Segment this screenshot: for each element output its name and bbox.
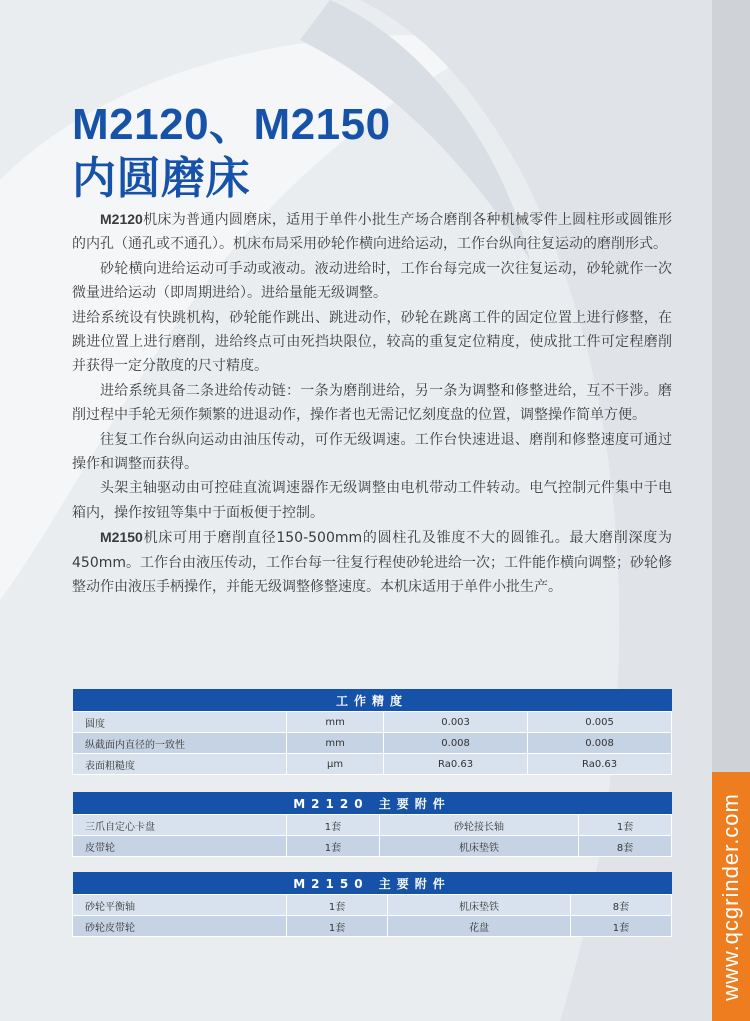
table-row: 皮带轮 1套 机床垫铁 8套: [73, 836, 672, 857]
paragraph-3: 进给系统设有快跳机构，砂轮能作跳出、跳进动作，砂轮在跳离工件的固定位置上进行修整，在跳进位置上进行磨削，进给终点可由死挡块限位，较高的重复定位精度，使成批工件可定程磨削并获得一定分散度的尺寸精度。: [72, 309, 672, 375]
brand-bar: [712, 772, 750, 1021]
m2120-accessories-header: M2120 主要附件: [73, 792, 672, 815]
model-ref: M2120: [100, 211, 143, 227]
m2120-accessories-table: [72, 792, 672, 857]
m2150-accessories-table: [72, 872, 672, 937]
paragraph-7: M2150机床可用于磨削直径150-500mm的圆柱孔及锥度不大的圆锥孔。最大磨削深度为450mm。工作台由液压传动，工作台每一往复行程使砂轮进给一次；工件能作横向调整；砂轮修整动作由液压手柄操作，并能无级调整修整速度。本机床适用于单件小批生产。: [72, 529, 672, 596]
page-title: [72, 98, 391, 206]
table-row: 砂轮平衡轴 1套 机床垫铁 8套: [73, 895, 672, 916]
table-row: 圆度 mm 0.003 0.005: [73, 712, 672, 733]
table-row: 表面粗糙度 μm Ra0.63 Ra0.63: [73, 754, 672, 775]
paragraph-6: 头架主轴驱动由可控硅直流调速器作无级调整由电机带动工件转动。电气控制元件集中于电箱内，操作按钮等集中于面板便于控制。: [72, 480, 672, 521]
model-ref: M2150: [100, 529, 143, 546]
precision-table: [72, 689, 672, 775]
title-models: M2120、M2150: [72, 100, 391, 149]
table-row: 纵截面内直径的一致性 mm 0.008 0.008: [73, 733, 672, 754]
title-product: 内圆磨床: [72, 154, 250, 203]
paragraph-4: 进给系统具备二条进给传动链：一条为磨削进给，另一条为调整和修整进给，互不干涉。磨削过程中手轮无须作频繁的进退动作，操作者也无需记忆刻度盘的位置，调整操作简单方便。: [72, 382, 672, 424]
description: [72, 207, 672, 600]
precision-header: 工作精度: [73, 689, 672, 712]
paragraph-5: 往复工作台纵向运动由油压传动，可作无级调速。工作台快速进退、磨削和修整速度可通过操作和调整而获得。: [72, 431, 672, 473]
paragraph-1: M2120机床为普通内圆磨床，适用于单件小批生产场合磨削各种机械零件上圆柱形或圆锥形的内孔（通孔或不通孔）。机床布局采用砂轮作横向进给运动，工作台纵向往复运动的磨削形式。: [72, 211, 672, 253]
paragraph-2: 砂轮横向进给运动可手动或液动。液动进给时，工作台每完成一次往复运动，砂轮就作一次微量进给运动（即周期进给）。进给量能无级调整。: [72, 260, 672, 302]
m2150-accessories-header: M2150 主要附件: [73, 872, 672, 895]
table-row: 三爪自定心卡盘 1套 砂轮接长轴 1套: [73, 815, 672, 836]
brand-url[interactable]: www.qcgrinder.com: [718, 792, 743, 1001]
table-row: 砂轮皮带轮 1套 花盘 1套: [73, 916, 672, 937]
